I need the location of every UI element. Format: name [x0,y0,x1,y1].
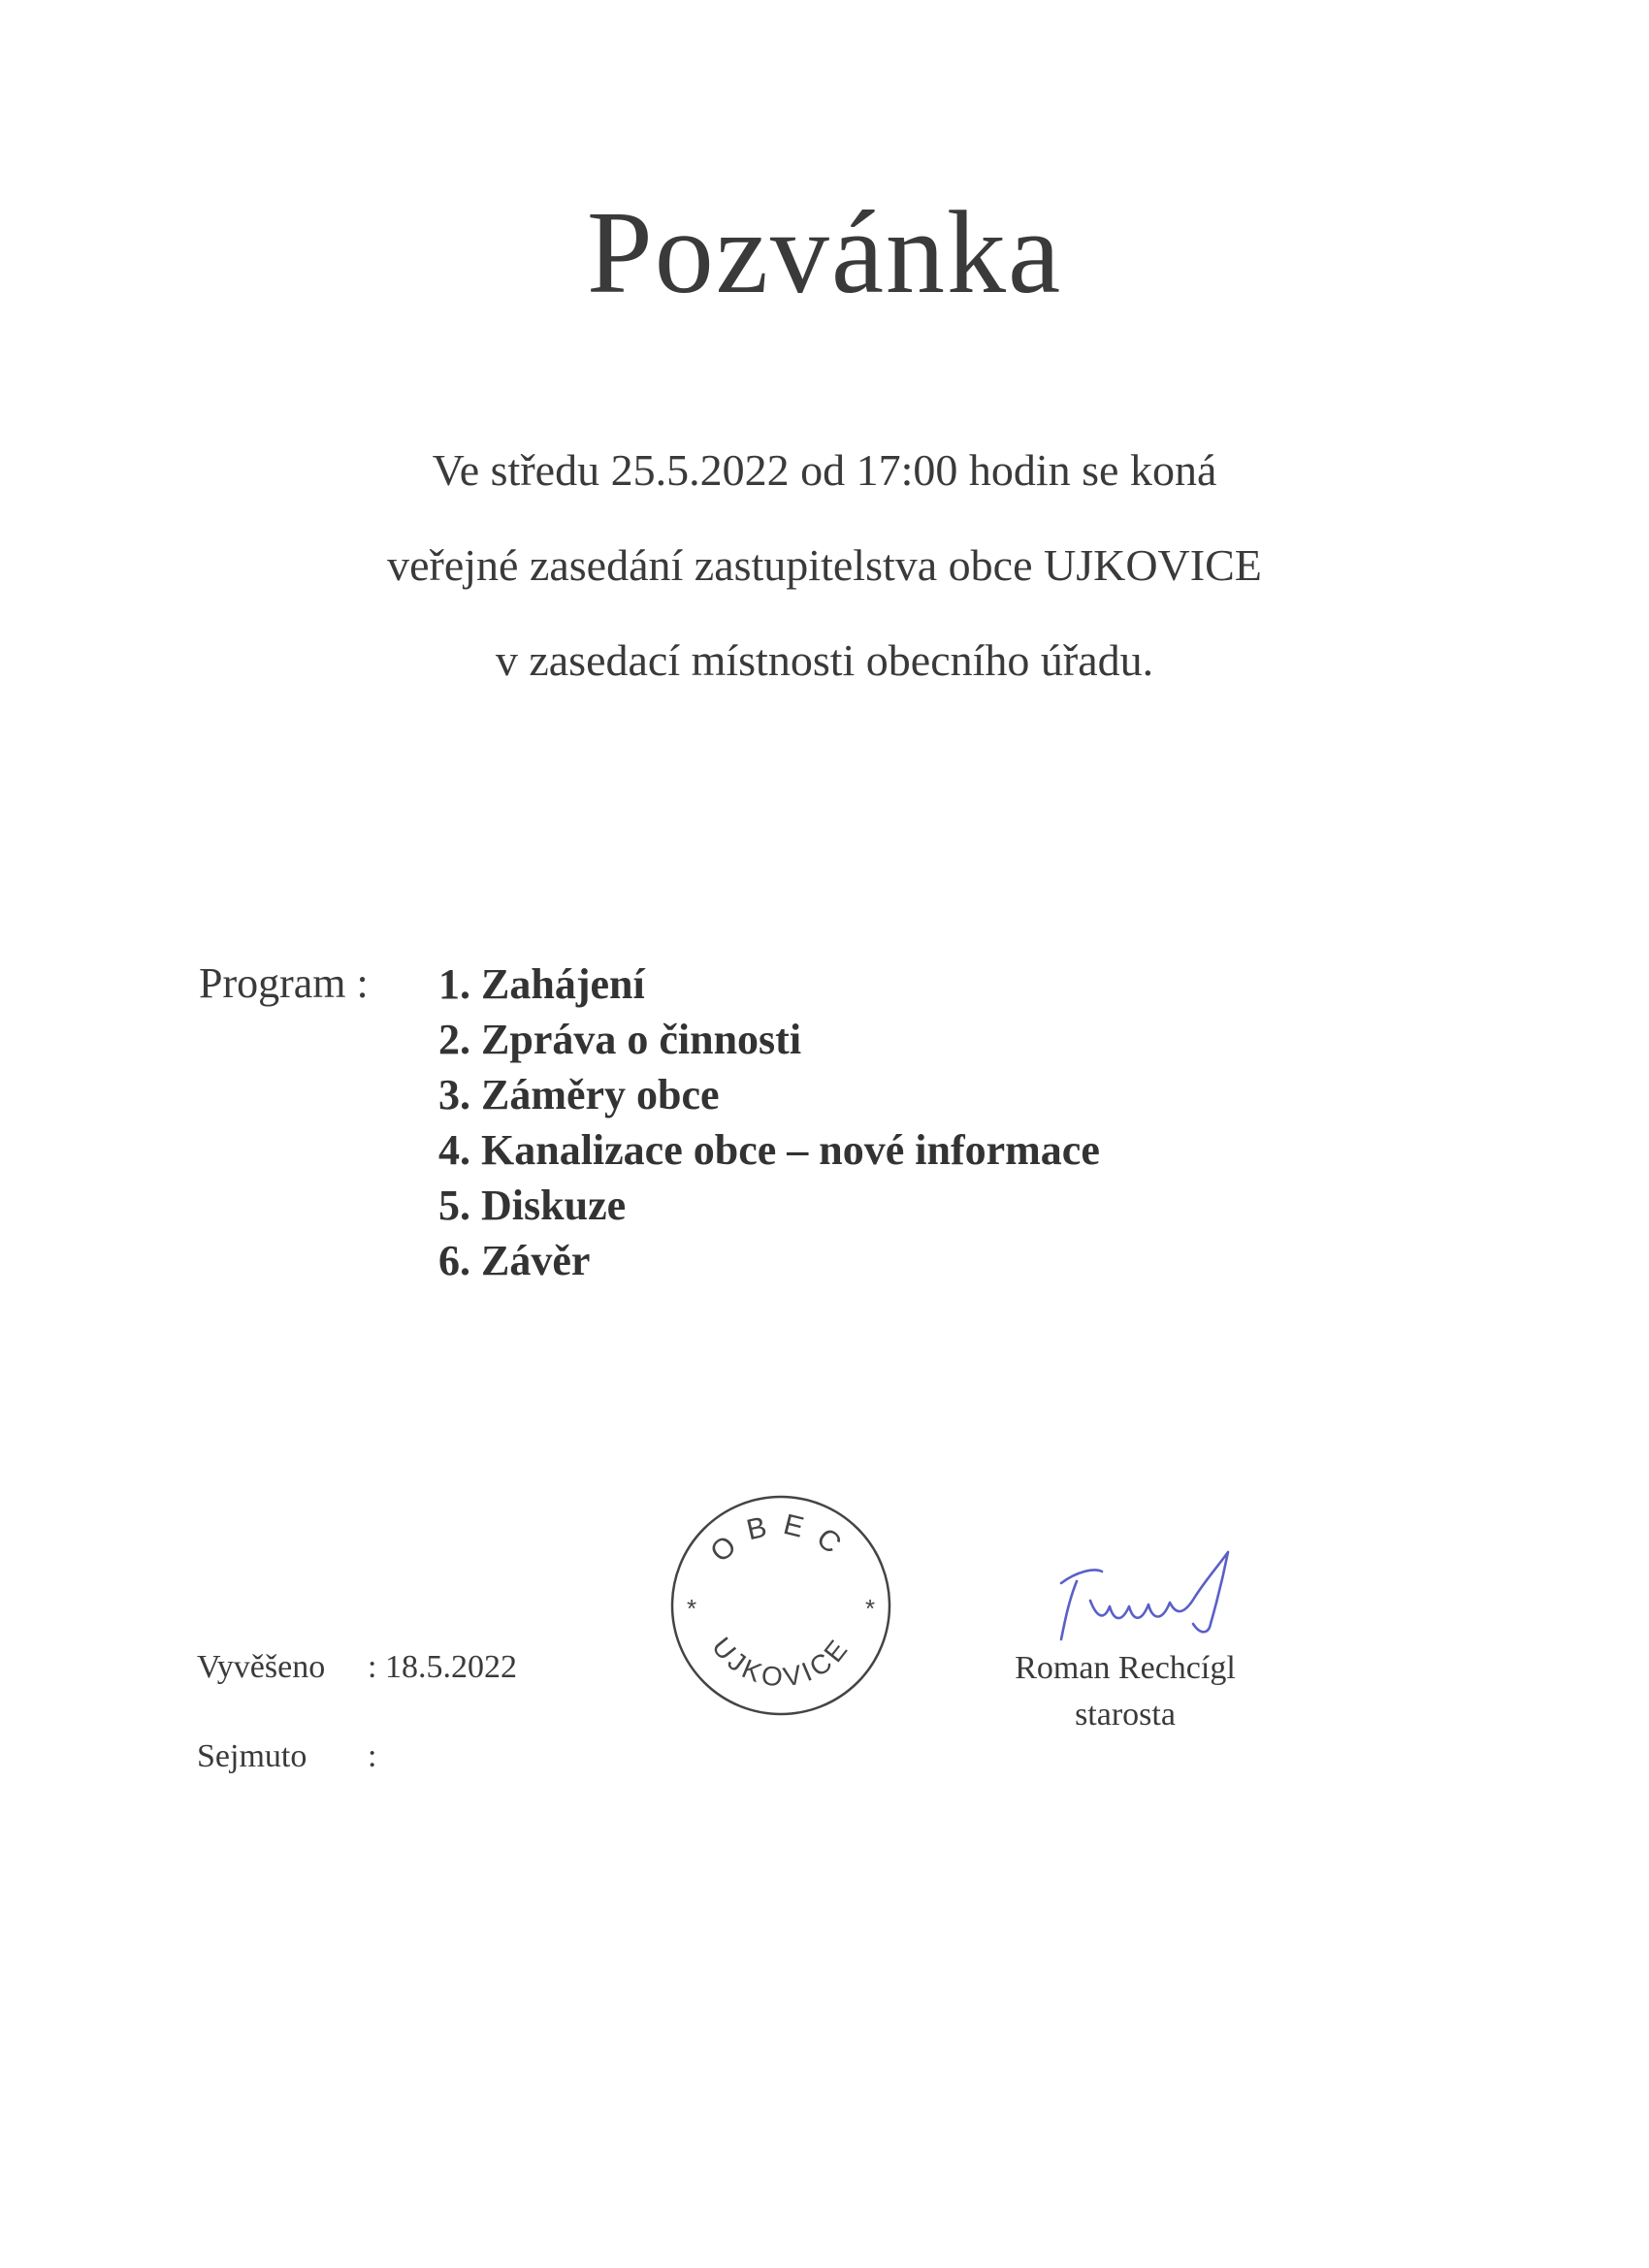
removed-value: : [368,1738,377,1774]
program-item: 4. Kanalizace obce – nové informace [438,1126,1100,1174]
document-title: Pozvánka [586,187,1063,318]
program-item: 5. Diskuze [438,1182,627,1229]
posted-value: : 18.5.2022 [368,1649,517,1685]
posted-label: Vyvěšeno [197,1649,326,1685]
stamp-star-left: * [686,1594,697,1623]
municipal-stamp [660,1484,902,1727]
removed-date-line [197,1740,376,1773]
signature-mark [1048,1542,1300,1649]
stamp-star-right: * [864,1594,876,1623]
program-item: 2. Zpráva o činnosti [438,1016,802,1063]
stamp-top-text: OBEC [704,1507,857,1570]
program-label: Program : [199,959,369,1007]
intro-line-date: Ve středu 25.5.2022 od 17:00 hodin se koná [432,445,1217,495]
program-item: 6. Závěr [438,1237,591,1284]
signer-name: Roman Rechcígl [1015,1650,1236,1686]
intro-line-location: v zasedací místnosti obecního úřadu. [495,635,1154,685]
stamp-bottom-text: UJKOVICE [706,1631,856,1693]
signer-role: starosta [1075,1697,1176,1733]
intro-line-meeting: veřejné zasedání zastupitelstva obce UJKOVICE [387,540,1262,590]
program-list [438,960,1100,1292]
posted-date-line [197,1651,517,1684]
program-item: 1. Zahájení [438,960,645,1008]
removed-label: Sejmuto [197,1738,307,1774]
program-item: 3. Záměry obce [438,1071,720,1118]
